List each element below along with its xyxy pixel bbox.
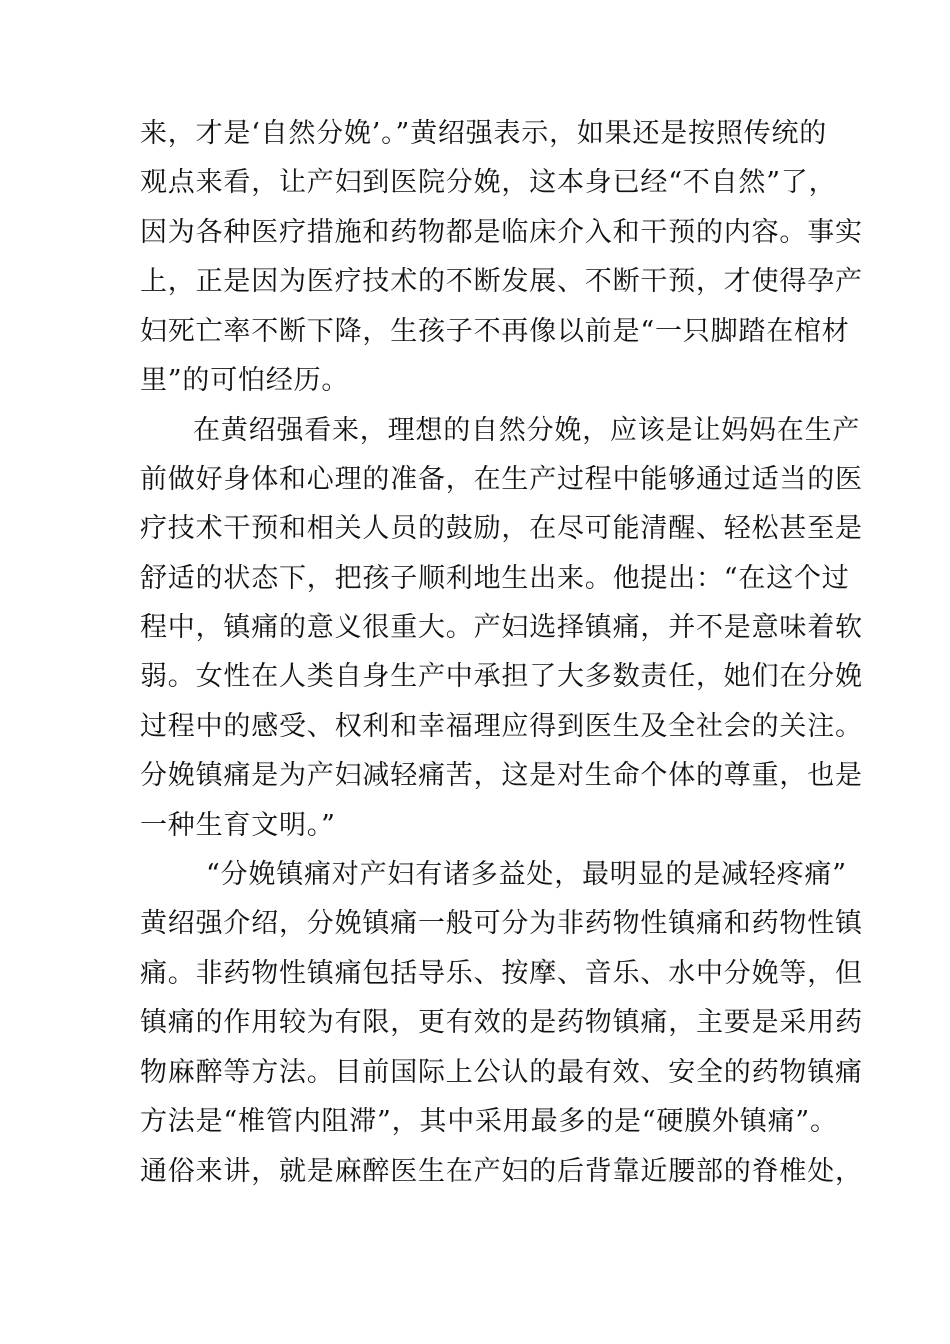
text-line: 弱。女性在人类自身生产中承担了大多数责任，她们在分娩 <box>140 661 863 692</box>
text-line: 过程中的感受、权利和幸福理应得到医生及全社会的关注。 <box>140 711 863 742</box>
text-line: 上，正是因为医疗技术的不断发展、不断干预，才使得孕产 <box>140 266 863 297</box>
text-line: 前做好身体和心理的准备，在生产过程中能够通过适当的医 <box>140 464 863 495</box>
text-line: 物麻醉等方法。目前国际上公认的最有效、安全的药物镇痛 <box>140 1057 863 1088</box>
text-line: 通俗来讲，就是麻醉医生在产妇的后背靠近腰部的脊椎处， <box>140 1156 863 1187</box>
text-line: 因为各种医疗措施和药物都是临床介入和干预的内容。事实 <box>140 217 863 248</box>
text-line: 黄绍强介绍，分娩镇痛一般可分为非药物性镇痛和药物性镇 <box>140 908 863 939</box>
text-line: 舒适的状态下，把孩子顺利地生出来。他提出：“在这个过 <box>140 563 850 594</box>
text-line: 疗技术干预和相关人员的鼓励，在尽可能清醒、轻松甚至是 <box>140 513 863 544</box>
text-line: 来，才是‘自然分娩’。”黄绍强表示，如果还是按照传统的 <box>140 118 828 149</box>
paragraph-first-line: “分娩镇痛对产妇有诸多益处，最明显的是减轻疼痛” <box>206 859 847 890</box>
paragraph-first-line: 在黄绍强看来，理想的自然分娩，应该是让妈妈在生产 <box>193 415 861 446</box>
text-line: 镇痛的作用较为有限，更有效的是药物镇痛，主要是采用药 <box>140 1007 863 1038</box>
text-line: 妇死亡率不断下降，生孩子不再像以前是“一只脚踏在棺材 <box>140 316 850 347</box>
text-line: 方法是“椎管内阻滞”，其中采用最多的是“硬膜外镇痛”。 <box>140 1106 838 1137</box>
text-line: 一种生育文明。” <box>140 810 336 841</box>
text-line: 里”的可怕经历。 <box>140 365 350 396</box>
text-line: 痛。非药物性镇痛包括导乐、按摩、音乐、水中分娩等，但 <box>140 958 863 989</box>
text-line: 观点来看，让产妇到医院分娩，这本身已经“不自然”了， <box>140 167 837 198</box>
text-line: 分娩镇痛是为产妇减轻痛苦，这是对生命个体的尊重，也是 <box>140 760 863 791</box>
text-line: 程中，镇痛的意义很重大。产妇选择镇痛，并不是意味着软 <box>140 612 863 643</box>
